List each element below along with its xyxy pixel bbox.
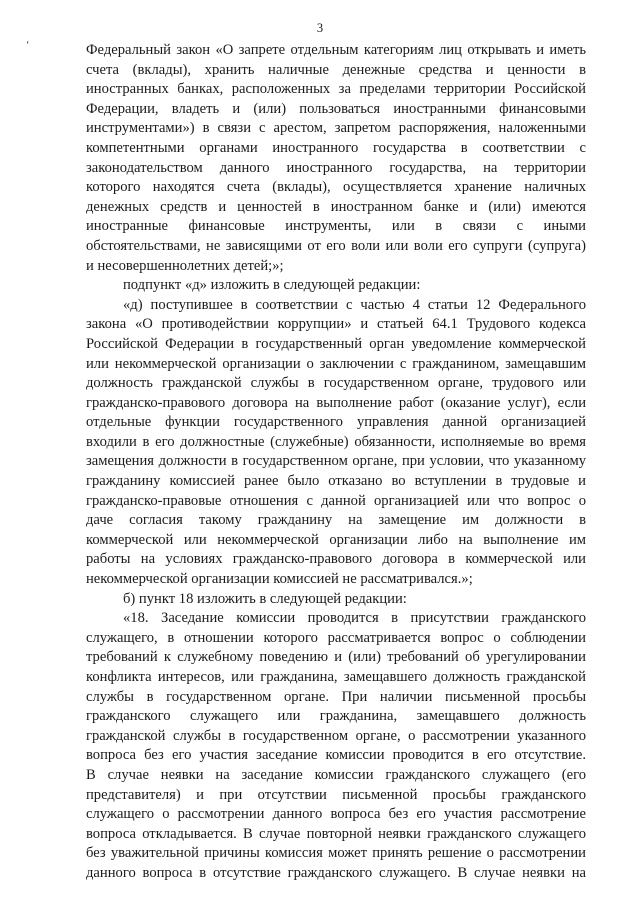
text-line: отдельные функции государственного управления данной организацией (86, 414, 586, 431)
text-line: счета (вклады), хранить наличные денежные средства и ценности в (86, 61, 586, 78)
text-line: некоммерческой организации комиссией не рассматривался.»; (86, 571, 473, 588)
text-line: «18. Заседание комиссии проводится в присутствии гражданского (123, 610, 586, 627)
text-line: даче согласия такому гражданину на замещение им должности в (86, 512, 586, 529)
text-line: гражданско-правового договора на выполнение работ (оказание услуг), если (86, 394, 586, 411)
text-line: гражданского служащего или гражданина, замещавшего должность (86, 708, 586, 725)
text-line: требований к служебному поведению и (или) требований об урегулировании (86, 649, 586, 666)
text-line: службы в государственном органе. При наличии письменной просьбы (86, 688, 586, 705)
text-line: Федерации, владеть и (или) пользоваться иностранными финансовыми (86, 100, 586, 117)
text-line: вопроса без его участия заседание комиссии проводится в его отсутствие. (86, 747, 586, 764)
document-body (86, 41, 586, 884)
text-line: должность гражданской службы в государственном органе, трудового или (86, 375, 586, 392)
text-line: служащего, в отношении которого рассматривается вопрос о соблюдении (86, 629, 586, 646)
text-line: законодательством данного иностранного государства, на территории (86, 159, 586, 176)
text-line: служащего о рассмотрении данного вопроса без его участия рассмотрение (86, 806, 586, 823)
text-line: гражданско-правовые отношения с данной организацией или что вопрос о (86, 492, 586, 509)
text-line: входили в его должностные (служебные) обязанности, исполняемые во время (86, 433, 586, 450)
text-line: обстоятельствами, не зависящими от его воли или воли его супруги (супруга) (86, 237, 586, 254)
text-line: инструментами») в связи с арестом, запретом распоряжения, наложенными (86, 120, 586, 137)
page-number: 3 (316, 21, 324, 35)
text-line: Федеральный закон «О запрете отдельным категориям лиц открывать и иметь (86, 42, 586, 58)
text-line: представителя) и при отсутствии письменной просьбы гражданского (86, 786, 586, 803)
text-line: денежных средств и ценностей в иностранном банке и (или) имеются (86, 198, 586, 215)
text-line: конфликта интересов, или гражданина, замещавшего должность гражданской (86, 669, 586, 685)
text-line: б) пункт 18 изложить в следующей редакции: (123, 590, 407, 607)
text-line: Российской Федерации в государственный орган уведомление коммерческой (86, 335, 586, 352)
text-line: В случае неявки на заседание комиссии гражданского служащего (его (86, 766, 586, 783)
text-line: без уважительной причины комиссия может принять решение о рассмотрении (86, 845, 586, 862)
text-line: данного вопроса в отсутствие гражданского служащего. В случае неявки на (86, 864, 586, 881)
text-line: гражданину комиссией ранее было отказано во вступлении в трудовые и (86, 473, 586, 490)
text-line: вопроса откладывается. В случае повторной неявки гражданского служащего (86, 825, 586, 842)
text-line: закона «О противодействии коррупции» и статьей 64.1 Трудового кодекса (86, 316, 586, 333)
text-line: иностранные финансовые инструменты, или в связи с иными (86, 218, 586, 235)
text-line: «д) поступившее в соответствии с частью 4 статьи 12 Федерального (123, 296, 586, 313)
text-line: гражданской службы в государственном органе, о рассмотрении указанного (86, 727, 586, 744)
text-line: подпункт «д» изложить в следующей редакции: (123, 277, 421, 294)
margin-mark: ‘ (26, 40, 30, 51)
text-line: замещения должности в государственном органе, при условии, что указанному (86, 453, 586, 470)
text-line: работы на условиях гражданско-правового договора в коммерческой или (86, 551, 586, 568)
text-line: компетентными органами иностранного государства в соответствии с (86, 139, 586, 156)
text-line: которого находятся счета (вклады), осуществляется хранение наличных (86, 179, 586, 196)
text-line: и несовершеннолетних детей;»; (86, 257, 284, 274)
text-line: иностранных банках, расположенных за пределами территории Российской (86, 81, 586, 98)
text-line: коммерческой или некоммерческой организации либо на выполнение им (86, 531, 586, 548)
text-line: или некоммерческой организации о заключении с гражданином, замещавшим (86, 355, 586, 372)
